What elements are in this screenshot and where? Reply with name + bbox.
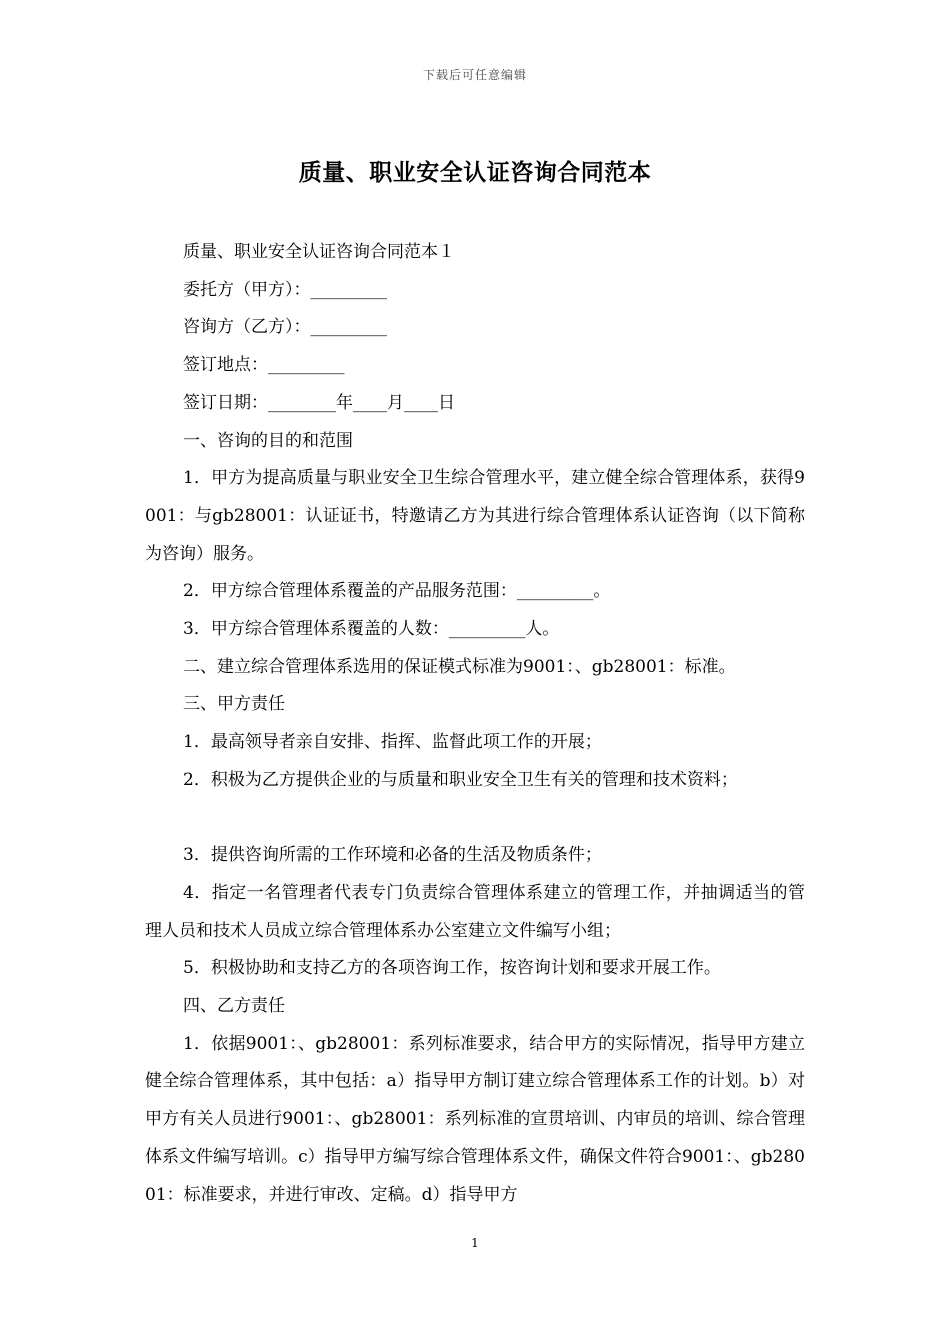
- paragraph-sign-date: 签订日期：________年____月____日: [183, 392, 455, 413]
- page-number: 1: [471, 1236, 479, 1250]
- paragraph-item: 1．甲方为提高质量与职业安全卫生综合管理水平，建立健全综合管理体系，获得9001：与gb28001：认证证书，特邀请乙方为其进行综合管理体系认证咨询（以下简称为咨询）服务。: [145, 468, 805, 564]
- paragraph-item: 4．指定一名管理者代表专门负责综合管理体系建立的管理工作，并抽调适当的管理人员和技术人员成立综合管理体系办公室建立文件编写小组；: [145, 882, 805, 941]
- section-heading-4: 四、乙方责任: [183, 996, 285, 1017]
- paragraph-client: 委托方（甲方）：_________: [183, 279, 387, 300]
- document-title: 质量、职业安全认证咨询合同范本: [298, 159, 652, 186]
- header-note: 下载后可任意编辑: [422, 68, 527, 82]
- paragraph-sign-place: 签订地点：_________: [183, 355, 345, 376]
- paragraph-item: 1．依据9001：、gb28001：系列标准要求，结合甲方的实际情况，指导甲方建立健全综合管理体系，其中包括：a）指导甲方制订建立综合管理体系工作的计划。b）对甲方有关人员进行9001：、gb28001：系列标准的宣贯培训、内审员的培训、综合管理体系文件编写培训。c）指导甲方编写综合管理体系文件，确保文件符合9001：、gb28001：标准要求，并进行审改、定稿。d）指导甲方: [145, 1033, 805, 1205]
- blank-line: [145, 800, 805, 838]
- document-body: [145, 234, 805, 1214]
- paragraph-item: 1．最高领导者亲自安排、指挥、监督此项工作的开展；: [183, 732, 602, 753]
- paragraph-consultant: 咨询方（乙方）：_________: [183, 317, 387, 338]
- section-heading-2: 二、建立综合管理体系选用的保证模式标准为9001：、gb28001：标准。: [183, 656, 736, 677]
- section-heading-1: 一、咨询的目的和范围: [183, 430, 353, 451]
- section-heading-3: 三、甲方责任: [183, 694, 285, 715]
- paragraph-item: 3．甲方综合管理体系覆盖的人数：_________人。: [183, 619, 560, 640]
- paragraph-item: 2．积极为乙方提供企业的与质量和职业安全卫生有关的管理和技术资料；: [183, 769, 738, 790]
- paragraph-item: 5．积极协助和支持乙方的各项咨询工作，按咨询计划和要求开展工作。: [183, 958, 721, 979]
- paragraph-item: 2．甲方综合管理体系覆盖的产品服务范围：_________。: [183, 581, 611, 602]
- paragraph-item: 3．提供咨询所需的工作环境和必备的生活及物质条件；: [183, 845, 602, 866]
- paragraph-subtitle: 质量、职业安全认证咨询合同范本１: [183, 242, 455, 262]
